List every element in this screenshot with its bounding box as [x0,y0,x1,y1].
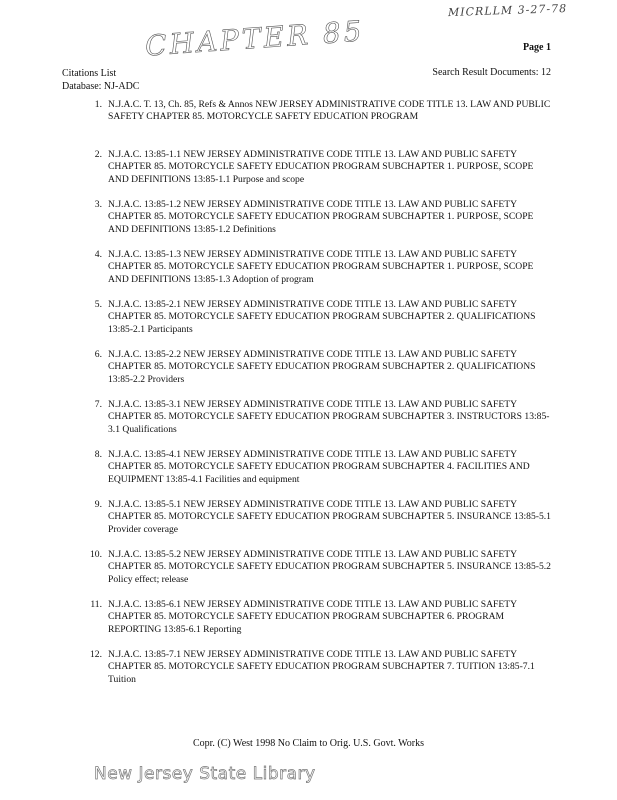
copyright-footer: Copr. (C) West 1998 No Claim to Orig. U.S. Govt. Works [192,738,425,749]
citation-text: N.J.A.C. 13:85-1.3 NEW JERSEY ADMINISTRATIVE CODE TITLE 13. LAW AND PUBLIC SAFETY CHAPTER 85. MOTORCYCLE SAFETY EDUCATION PROGRAM SUBCHAPTER 1. PURPOSE, SCOPE AND DEFINITIONS 13:85-1.3 Adoption of program [108,249,534,285]
citation-number: 9. [94,499,102,510]
citation-text: N.J.A.C. 13:85-5.2 NEW JERSEY ADMINISTRATIVE CODE TITLE 13. LAW AND PUBLIC SAFETY CHAPTER 85. MOTORCYCLE SAFETY EDUCATION PROGRAM SUBCHAPTER 5. INSURANCE 13:85-5.2 Policy effect; release [108,549,551,585]
citation-item [84,299,554,336]
citation-number: 3. [94,199,102,210]
citation-number: 10. [90,549,102,560]
citation-item [84,549,554,586]
citation-item [84,249,554,286]
citation-item [84,599,554,636]
citation-number: 2. [94,149,102,160]
citation-text: N.J.A.C. 13:85-6.1 NEW JERSEY ADMINISTRATIVE CODE TITLE 13. LAW AND PUBLIC SAFETY CHAPTER 85. MOTORCYCLE SAFETY EDUCATION PROGRAM SUBCHAPTER 6. PROGRAM REPORTING 13:85-6.1 Reporting [108,599,517,635]
citation-number: 4. [94,249,102,260]
citation-text: N.J.A.C. 13:85-1.2 NEW JERSEY ADMINISTRATIVE CODE TITLE 13. LAW AND PUBLIC SAFETY CHAPTER 85. MOTORCYCLE SAFETY EDUCATION PROGRAM SUBCHAPTER 1. PURPOSE, SCOPE AND DEFINITIONS 13:85-1.2 Definitions [108,199,534,235]
citation-item [84,349,554,386]
handwritten-date-note: MICRLLM 3-27-78 [447,1,568,20]
page-number: Page 1 [522,42,551,53]
citation-item [84,449,554,486]
handwritten-chapter-title: CHAPTER 85 [144,14,366,63]
citation-item [84,199,554,236]
citation-item [84,399,554,436]
citation-text: N.J.A.C. 13:85-7.1 NEW JERSEY ADMINISTRATIVE CODE TITLE 13. LAW AND PUBLIC SAFETY CHAPTER 85. MOTORCYCLE SAFETY EDUCATION PROGRAM SUBCHAPTER 7. TUITION 13:85-7.1 Tuition [108,649,535,685]
citation-item [84,649,554,686]
citation-text: N.J.A.C. 13:85-2.2 NEW JERSEY ADMINISTRATIVE CODE TITLE 13. LAW AND PUBLIC SAFETY CHAPTER 85. MOTORCYCLE SAFETY EDUCATION PROGRAM SUBCHAPTER 2. QUALIFICATIONS 13:85-2.2 Providers [108,349,536,385]
citation-number: 12. [90,649,102,660]
citation-item [84,99,554,136]
search-result-count: Search Result Documents: 12 [432,67,551,78]
database-label: Database: NJ-ADC [62,81,140,92]
document-meta [62,67,139,93]
citation-number: 1. [94,99,102,110]
citation-text: N.J.A.C. 13:85-1.1 NEW JERSEY ADMINISTRATIVE CODE TITLE 13. LAW AND PUBLIC SAFETY CHAPTER 85. MOTORCYCLE SAFETY EDUCATION PROGRAM SUBCHAPTER 1. PURPOSE, SCOPE AND DEFINITIONS 13:85-1.1 Purpose and scope [108,149,534,185]
citation-list [84,99,554,699]
citation-text: N.J.A.C. 13:85-4.1 NEW JERSEY ADMINISTRATIVE CODE TITLE 13. LAW AND PUBLIC SAFETY CHAPTER 85. MOTORCYCLE SAFETY EDUCATION PROGRAM SUBCHAPTER 4. FACILITIES AND EQUIPMENT 13:85-4.1 Facilities and equipment [108,449,530,485]
citation-number: 8. [94,449,102,460]
citation-number: 6. [94,349,102,360]
citation-text: N.J.A.C. 13:85-2.1 NEW JERSEY ADMINISTRATIVE CODE TITLE 13. LAW AND PUBLIC SAFETY CHAPTER 85. MOTORCYCLE SAFETY EDUCATION PROGRAM SUBCHAPTER 2. QUALIFICATIONS 13:85-2.1 Participants [108,299,536,335]
citation-number: 7. [94,399,102,410]
library-stamp: New Jersey State Library [94,764,316,784]
citation-item [84,149,554,186]
citation-text: N.J.A.C. T. 13, Ch. 85, Refs & Annos NEW JERSEY ADMINISTRATIVE CODE TITLE 13. LAW AND PUBLIC SAFETY CHAPTER 85. MOTORCYCLE SAFETY EDUCATION PROGRAM [108,99,551,123]
citation-number: 5. [94,299,102,310]
citation-number: 11. [90,599,102,610]
citations-list-label: Citations List [62,68,117,79]
citation-text: N.J.A.C. 13:85-3.1 NEW JERSEY ADMINISTRATIVE CODE TITLE 13. LAW AND PUBLIC SAFETY CHAPTER 85. MOTORCYCLE SAFETY EDUCATION PROGRAM SUBCHAPTER 3. INSTRUCTORS 13:85-3.1 Qualifications [108,399,550,435]
citation-text: N.J.A.C. 13:85-5.1 NEW JERSEY ADMINISTRATIVE CODE TITLE 13. LAW AND PUBLIC SAFETY CHAPTER 85. MOTORCYCLE SAFETY EDUCATION PROGRAM SUBCHAPTER 5. INSURANCE 13:85-5.1 Provider coverage [108,499,551,535]
citation-item [84,499,554,536]
